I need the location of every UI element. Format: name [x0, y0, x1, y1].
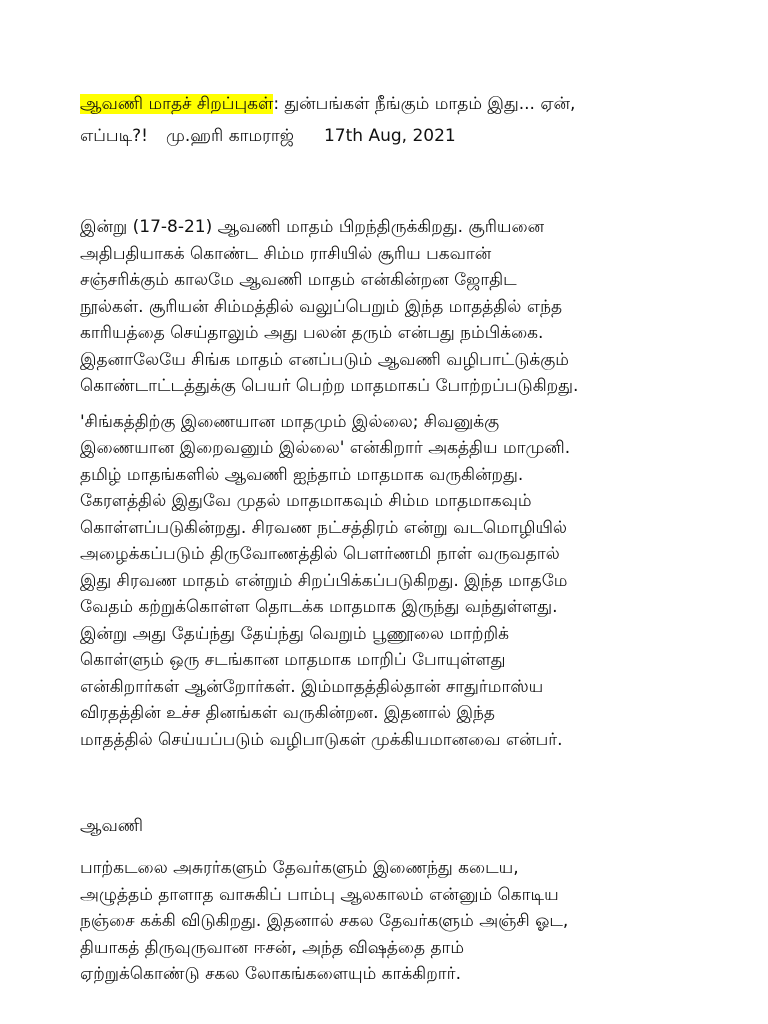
- paragraph-line: வேதம் கற்றுக்கொள்ள தொடக்க மாதமாக இருந்து வந்துள்ளது.: [80, 597, 558, 617]
- section-title: ஆவணி: [80, 816, 144, 836]
- paragraph-line: பாற்கடலை அசுரர்களும் தேவர்களும் இணைந்து கடைய,: [80, 858, 519, 878]
- article-author: மு.ஹரி காமராஜ்: [165, 126, 294, 146]
- paragraph-line: தியாகத் திருவுருவான ஈசன், அந்த விஷத்தை தாம்: [80, 937, 465, 958]
- paragraph-line: காரியத்தை செய்தாலும் அது பலன் தரும் என்பது நம்பிக்கை.: [80, 323, 544, 343]
- paragraph-line: கொள்ளும் ஒரு சடங்கான மாதமாக மாறிப் போயுள்ளது: [80, 650, 506, 670]
- paragraph-line: இன்று அது தேய்ந்து தேய்ந்து வெறும் பூணூலை மாற்றிக்: [80, 623, 509, 644]
- paragraph-line: விரதத்தின் உச்ச தினங்கள் வருகின்றன. இதனால் இந்த: [80, 703, 495, 723]
- paragraph-line: கேரளத்தில் இதுவே முதல் மாதமாகவும் சிம்ம மாதமாகவும்: [80, 491, 532, 511]
- paragraph-3: [80, 855, 700, 988]
- paragraph-line: தமிழ் மாதங்களில் ஆவணி ஐந்தாம் மாதமாக வருகின்றது.: [80, 464, 524, 485]
- paragraph-line: ஏற்றுக்கொண்டு சகல லோகங்களையும் காக்கிறார்.: [80, 964, 461, 984]
- paragraph-line: 'சிங்கத்திற்கு இணையான மாதமும் இல்லை; சிவனுக்கு: [80, 411, 500, 432]
- paragraph-2: [80, 409, 700, 754]
- article-title-line2: எப்படி?!: [80, 126, 148, 146]
- paragraph-line: என்கிறார்கள் ஆன்றோர்கள். இம்மாதத்தில்தான் சாதுர்மாஸ்ய: [80, 676, 544, 697]
- paragraph-line: மாதத்தில் செய்யப்படும் வழிபாடுகள் முக்கியமானவை என்பர்.: [80, 729, 563, 750]
- paragraph-line: சஞ்சரிக்கும் காலமே ஆவணி மாதம் என்கின்றன ஜோதிட: [80, 270, 517, 290]
- paragraph-line: அழுத்தம் தாளாத வாசுகிப் பாம்பு ஆலகாலம் என்னும் கொடிய: [80, 884, 559, 905]
- paragraph-line: இணையான இறைவனும் இல்லை' என்கிறார் அகத்திய மாமுனி.: [80, 438, 571, 458]
- article-title-highlighted: ஆவணி மாதச் சிறப்புகள்: [80, 94, 274, 114]
- paragraph-line: நஞ்சை கக்கி விடுகிறது. இதனால் சகல தேவர்களும் அஞ்சி ஓட,: [80, 911, 569, 931]
- paragraph-line: இன்று (17-8-21) ஆவணி மாதம் பிறந்திருக்கிறது. சூரியனை: [80, 217, 545, 237]
- document-page: [80, 88, 700, 988]
- paragraph-line: இதனாலேயே சிங்க மாதம் எனப்படும் ஆவணி வழிபாட்டுக்கும்: [80, 349, 569, 370]
- article-date: 17th Aug, 2021: [323, 126, 456, 146]
- article-header: [80, 88, 700, 152]
- paragraph-line: அதிபதியாகக் கொண்ட சிம்ம ராசியில் சூரிய பகவான்: [80, 243, 492, 264]
- paragraph-line: கொள்ளப்படுகின்றது. சிரவண நட்சத்திரம் என்று வடமொழியில்: [80, 517, 568, 538]
- paragraph-line: கொண்டாட்டத்துக்கு பெயர் பெற்ற மாதமாகப் போற்றப்படுகிறது.: [80, 376, 579, 396]
- paragraph-line: இது சிரவண மாதம் என்றும் சிறப்பிக்கப்படுகிறது. இந்த மாதமே: [80, 570, 568, 591]
- paragraph-line: நூல்கள். சூரியன் சிம்மத்தில் வலுப்பெறும் இந்த மாதத்தில் எந்த: [80, 296, 563, 317]
- paragraph-1: [80, 214, 700, 400]
- paragraph-line: அழைக்கப்படும் திருவோணத்தில் பௌர்ணமி நாள் வருவதால்: [80, 544, 560, 564]
- article-title-rest: : துன்பங்கள் நீங்கும் மாதம் இது... ஏன்,: [273, 94, 576, 114]
